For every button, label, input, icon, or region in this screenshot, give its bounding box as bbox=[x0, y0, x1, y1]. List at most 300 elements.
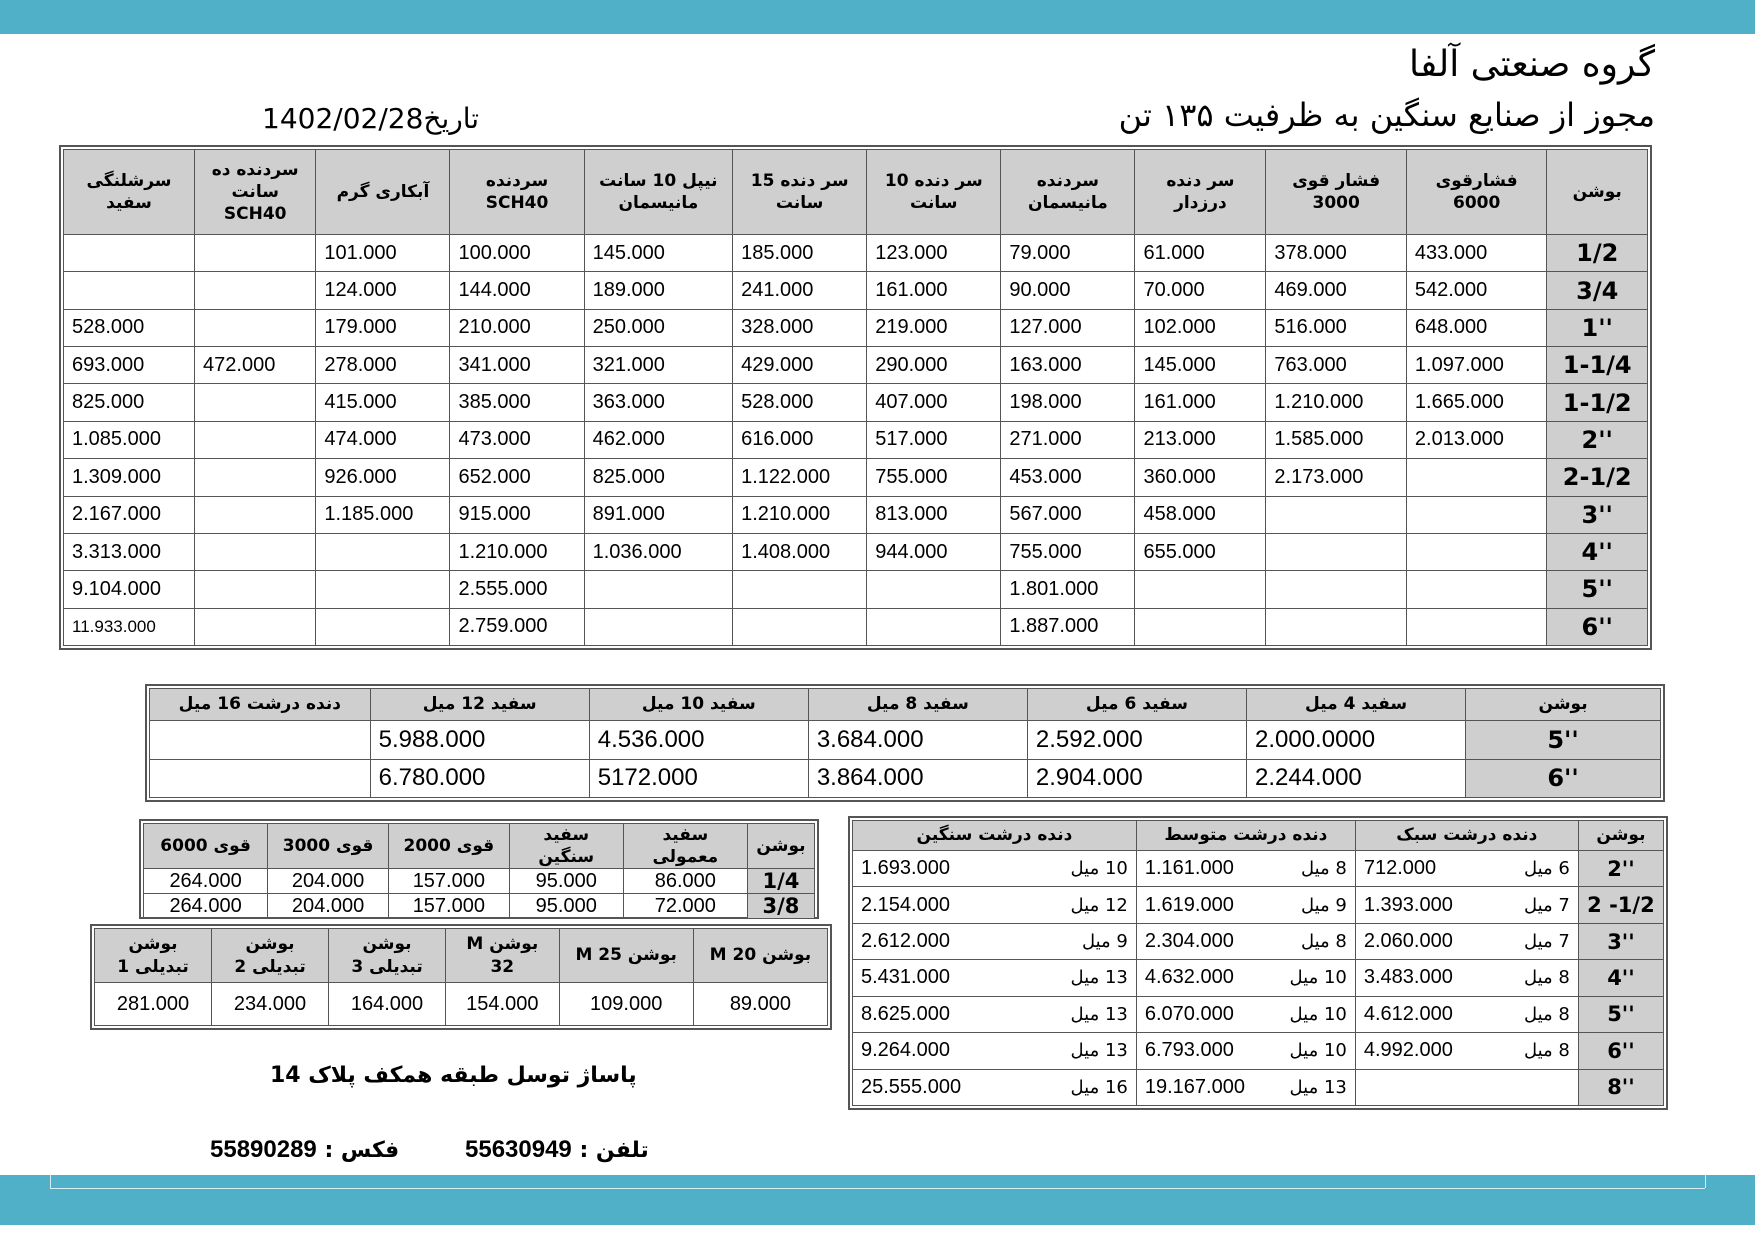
price-cell bbox=[1135, 608, 1266, 645]
price-cell: 189.000 bbox=[584, 272, 732, 309]
table-row bbox=[853, 887, 1664, 923]
price-cell: 90.000 bbox=[1001, 272, 1135, 309]
price-cell: 2.244.000 bbox=[1247, 759, 1466, 798]
price-cell: 3.864.000 bbox=[808, 759, 1027, 798]
price-value: 2.154.000 bbox=[861, 893, 950, 916]
column-header: بوشن bbox=[1578, 821, 1663, 851]
thickness-label: 10 میل bbox=[1289, 1040, 1347, 1062]
column-header: سردنده ده سانت SCH40 bbox=[195, 150, 316, 235]
price-cell: 891.000 bbox=[584, 496, 732, 533]
price-cell: 1.585.000 bbox=[1266, 421, 1407, 458]
price-value: 6.070.000 bbox=[1144, 1002, 1234, 1025]
thread-cell bbox=[853, 923, 1137, 959]
table-row bbox=[64, 571, 1648, 608]
price-cell: 567.000 bbox=[1001, 496, 1135, 533]
size-label: 1/2 bbox=[1547, 235, 1648, 272]
price-cell: 755.000 bbox=[867, 459, 1001, 496]
thickness-label: 9 میل bbox=[1081, 931, 1128, 953]
price-value: 9.264.000 bbox=[861, 1039, 950, 1062]
price-cell: 433.000 bbox=[1406, 235, 1547, 272]
thread-cell-content bbox=[861, 1039, 1128, 1062]
white-bushing-table bbox=[145, 684, 1665, 802]
price-cell: 1.210.000 bbox=[1266, 384, 1407, 421]
price-cell bbox=[1266, 571, 1407, 608]
price-cell: 102.000 bbox=[1135, 309, 1266, 346]
price-cell: 154.000 bbox=[446, 983, 560, 1026]
thickness-label: 12 میل bbox=[1070, 894, 1128, 916]
column-header: سفید 6 میل bbox=[1027, 689, 1246, 721]
column-header: سر دنده درزدار bbox=[1135, 150, 1266, 235]
thread-cell-content bbox=[861, 857, 1128, 880]
thickness-label: 10 میل bbox=[1289, 967, 1347, 989]
price-value: 6.793.000 bbox=[1144, 1039, 1234, 1062]
price-cell bbox=[316, 608, 450, 645]
column-header: سرشلنگی سفید bbox=[64, 150, 195, 235]
date-label: تاریخ bbox=[423, 102, 480, 135]
price-cell: 825.000 bbox=[584, 459, 732, 496]
price-value: 3.483.000 bbox=[1363, 966, 1453, 989]
price-cell: 473.000 bbox=[450, 421, 584, 458]
thread-cell bbox=[1136, 887, 1355, 923]
thickness-label: 13 میل bbox=[1070, 1003, 1128, 1025]
small-bushing-table bbox=[139, 819, 819, 919]
coarse-thread-table bbox=[848, 816, 1668, 1110]
price-value: 4.632.000 bbox=[1144, 966, 1234, 989]
thread-cell-content bbox=[861, 966, 1128, 989]
thickness-label: 10 میل bbox=[1070, 858, 1128, 880]
price-cell: 407.000 bbox=[867, 384, 1001, 421]
price-cell: 2.759.000 bbox=[450, 608, 584, 645]
price-cell: 944.000 bbox=[867, 533, 1001, 570]
column-header: سر دنده 15 سانت bbox=[733, 150, 867, 235]
column-header: سردنده SCH40 bbox=[450, 150, 584, 235]
price-cell: 1.665.000 bbox=[1406, 384, 1547, 421]
price-cell: 79.000 bbox=[1001, 235, 1135, 272]
thread-cell-content bbox=[1364, 894, 1570, 917]
price-cell: 219.000 bbox=[867, 309, 1001, 346]
price-cell: 5172.000 bbox=[589, 759, 808, 798]
price-cell: 453.000 bbox=[1001, 459, 1135, 496]
thread-cell-content bbox=[861, 930, 1128, 953]
price-cell: 648.000 bbox=[1406, 309, 1547, 346]
thickness-label: 8 میل bbox=[1523, 967, 1570, 989]
price-cell: 109.000 bbox=[559, 983, 693, 1026]
price-cell bbox=[195, 496, 316, 533]
table-row bbox=[150, 721, 1661, 760]
table-row bbox=[64, 459, 1648, 496]
header-row bbox=[144, 824, 815, 869]
date-value: 1402/02/28 bbox=[262, 102, 424, 135]
table-row bbox=[64, 347, 1648, 384]
price-cell bbox=[195, 459, 316, 496]
column-header: بوشن تبدیلی 2 bbox=[212, 929, 329, 983]
main-price-table bbox=[59, 145, 1652, 650]
price-cell: 328.000 bbox=[733, 309, 867, 346]
thread-cell bbox=[1355, 996, 1578, 1032]
price-cell bbox=[1406, 533, 1547, 570]
column-header: نیپل 10 سانت مانیسمان bbox=[584, 150, 732, 235]
price-cell: 528.000 bbox=[64, 309, 195, 346]
thread-cell bbox=[1355, 851, 1578, 887]
price-cell: 179.000 bbox=[316, 309, 450, 346]
price-cell: 825.000 bbox=[64, 384, 195, 421]
price-cell: 3.684.000 bbox=[808, 721, 1027, 760]
price-cell: 1.309.000 bbox=[64, 459, 195, 496]
price-cell: 341.000 bbox=[450, 347, 584, 384]
price-cell bbox=[195, 309, 316, 346]
price-cell bbox=[1406, 571, 1547, 608]
thread-cell-content bbox=[861, 1003, 1128, 1026]
column-header: بوشن bbox=[1466, 689, 1661, 721]
table-row bbox=[144, 894, 815, 919]
price-value: 1.393.000 bbox=[1363, 893, 1453, 916]
price-cell: 542.000 bbox=[1406, 272, 1547, 309]
size-label: 1'' bbox=[1547, 309, 1648, 346]
size-label: 3'' bbox=[1578, 923, 1663, 959]
price-cell: 2.000.0000 bbox=[1247, 721, 1466, 760]
table-row bbox=[64, 533, 1648, 570]
column-header: سر دنده 10 سانت bbox=[867, 150, 1001, 235]
price-cell: 6.780.000 bbox=[370, 759, 589, 798]
size-label: 2'' bbox=[1547, 421, 1648, 458]
thread-cell bbox=[853, 1069, 1137, 1105]
column-header: آبکاری گرم bbox=[316, 150, 450, 235]
price-cell: 198.000 bbox=[1001, 384, 1135, 421]
price-cell: 70.000 bbox=[1135, 272, 1266, 309]
table-row bbox=[64, 309, 1648, 346]
price-cell: 204.000 bbox=[268, 869, 389, 894]
size-label: 3/8 bbox=[747, 894, 814, 919]
thickness-label: 9 میل bbox=[1300, 894, 1347, 916]
price-cell: 264.000 bbox=[144, 869, 268, 894]
price-cell bbox=[867, 608, 1001, 645]
price-cell: 86.000 bbox=[623, 869, 747, 894]
price-cell: 652.000 bbox=[450, 459, 584, 496]
price-value: 1.619.000 bbox=[1144, 893, 1234, 916]
size-label: 8'' bbox=[1578, 1069, 1663, 1105]
thread-cell-content bbox=[1145, 1039, 1347, 1062]
thread-cell-content bbox=[1364, 1039, 1570, 1062]
price-cell: 127.000 bbox=[1001, 309, 1135, 346]
price-cell bbox=[64, 235, 195, 272]
size-label: 1/4 bbox=[747, 869, 814, 894]
size-label: 2 -1/2 bbox=[1578, 887, 1663, 923]
price-cell bbox=[1406, 496, 1547, 533]
fax-number: 55890289 bbox=[210, 1136, 317, 1163]
price-cell: 915.000 bbox=[450, 496, 584, 533]
price-cell bbox=[1266, 496, 1407, 533]
size-label: 6'' bbox=[1578, 1033, 1663, 1069]
table-row bbox=[64, 421, 1648, 458]
thread-cell bbox=[1355, 923, 1578, 959]
thread-cell bbox=[1136, 1069, 1355, 1105]
table-row bbox=[64, 496, 1648, 533]
price-cell: 204.000 bbox=[268, 894, 389, 919]
thread-cell bbox=[1136, 960, 1355, 996]
price-cell: 763.000 bbox=[1266, 347, 1407, 384]
price-cell: 124.000 bbox=[316, 272, 450, 309]
thickness-label: 7 میل bbox=[1523, 931, 1570, 953]
price-cell bbox=[150, 759, 371, 798]
column-header: قوی 2000 bbox=[388, 824, 509, 869]
thread-cell bbox=[853, 1033, 1137, 1069]
price-cell bbox=[150, 721, 371, 760]
thickness-label: 8 میل bbox=[1523, 1003, 1570, 1025]
fax-label: فکس : bbox=[324, 1138, 400, 1163]
thread-cell bbox=[853, 887, 1137, 923]
price-cell: 813.000 bbox=[867, 496, 1001, 533]
price-cell: 61.000 bbox=[1135, 235, 1266, 272]
thread-cell bbox=[1355, 1033, 1578, 1069]
price-cell bbox=[316, 571, 450, 608]
column-header: بوشن M 32 bbox=[446, 929, 560, 983]
table-row bbox=[64, 272, 1648, 309]
price-cell: 516.000 bbox=[1266, 309, 1407, 346]
thread-cell bbox=[1355, 887, 1578, 923]
price-value: 4.612.000 bbox=[1363, 1002, 1453, 1025]
column-header: دنده درشت سبک bbox=[1355, 821, 1578, 851]
price-value: 2.060.000 bbox=[1363, 930, 1453, 953]
size-label: 2'' bbox=[1578, 851, 1663, 887]
license-line: مجوز از صنایع سنگین به ظرفیت ۱۳۵ تن bbox=[1118, 96, 1655, 134]
price-cell: 1.801.000 bbox=[1001, 571, 1135, 608]
size-label: 5'' bbox=[1547, 571, 1648, 608]
header-row bbox=[150, 689, 1661, 721]
price-cell: 11.933.000 bbox=[64, 608, 195, 645]
price-value: 4.992.000 bbox=[1363, 1039, 1453, 1062]
column-header: دنده درشت متوسط bbox=[1136, 821, 1355, 851]
price-cell bbox=[195, 608, 316, 645]
column-header: بوشن bbox=[747, 824, 814, 869]
thread-cell-content bbox=[1145, 1003, 1347, 1026]
price-cell: 89.000 bbox=[693, 983, 827, 1026]
price-cell: 2.904.000 bbox=[1027, 759, 1246, 798]
price-value: 1.693.000 bbox=[861, 857, 950, 880]
table-row bbox=[853, 1033, 1664, 1069]
thread-cell-content bbox=[1364, 1003, 1570, 1026]
thickness-label: 13 میل bbox=[1070, 967, 1128, 989]
thread-cell-content bbox=[1145, 1076, 1347, 1099]
price-cell: 144.000 bbox=[450, 272, 584, 309]
size-label: 3/4 bbox=[1547, 272, 1648, 309]
table-row bbox=[853, 960, 1664, 996]
thickness-label: 16 میل bbox=[1070, 1076, 1128, 1098]
column-header: بوشن M 20 bbox=[693, 929, 827, 983]
thickness-label: 8 میل bbox=[1300, 931, 1347, 953]
column-header: سفید 8 میل bbox=[808, 689, 1027, 721]
price-cell bbox=[1266, 608, 1407, 645]
column-header: سفید 12 میل bbox=[370, 689, 589, 721]
price-cell: 95.000 bbox=[509, 894, 623, 919]
price-cell bbox=[64, 272, 195, 309]
thread-cell bbox=[1136, 851, 1355, 887]
table-row bbox=[64, 608, 1648, 645]
price-cell: 213.000 bbox=[1135, 421, 1266, 458]
thickness-label: 7 میل bbox=[1523, 894, 1570, 916]
price-cell: 469.000 bbox=[1266, 272, 1407, 309]
price-cell bbox=[1406, 608, 1547, 645]
price-cell: 616.000 bbox=[733, 421, 867, 458]
price-cell: 72.000 bbox=[623, 894, 747, 919]
column-header: بوشن تبدیلی 3 bbox=[329, 929, 446, 983]
bottom-band-tick-left bbox=[50, 1175, 51, 1188]
price-cell: 1.036.000 bbox=[584, 533, 732, 570]
price-cell: 2.013.000 bbox=[1406, 421, 1547, 458]
price-cell bbox=[195, 421, 316, 458]
price-cell bbox=[1135, 571, 1266, 608]
price-cell: 1.085.000 bbox=[64, 421, 195, 458]
price-cell bbox=[1266, 533, 1407, 570]
price-cell bbox=[867, 571, 1001, 608]
column-header: دنده درشت 16 میل bbox=[150, 689, 371, 721]
column-header: بوشن bbox=[1547, 150, 1648, 235]
price-cell: 164.000 bbox=[329, 983, 446, 1026]
size-label: 3'' bbox=[1547, 496, 1648, 533]
price-value: 25.555.000 bbox=[861, 1075, 962, 1098]
thread-cell-content bbox=[1145, 894, 1347, 917]
address: پاساژ توسل طبقه همکف پلاک 14 bbox=[270, 1063, 637, 1088]
price-cell: 145.000 bbox=[1135, 347, 1266, 384]
thread-cell bbox=[853, 996, 1137, 1032]
price-cell: 321.000 bbox=[584, 347, 732, 384]
price-cell bbox=[195, 384, 316, 421]
price-cell: 1.097.000 bbox=[1406, 347, 1547, 384]
price-cell bbox=[195, 235, 316, 272]
size-label: 6'' bbox=[1547, 608, 1648, 645]
price-cell bbox=[584, 608, 732, 645]
column-header: سفید 10 میل bbox=[589, 689, 808, 721]
price-cell: 5.988.000 bbox=[370, 721, 589, 760]
price-cell: 1.210.000 bbox=[450, 533, 584, 570]
price-cell bbox=[733, 571, 867, 608]
price-cell: 926.000 bbox=[316, 459, 450, 496]
price-cell: 2.167.000 bbox=[64, 496, 195, 533]
price-cell: 290.000 bbox=[867, 347, 1001, 384]
thread-cell-content bbox=[1364, 930, 1570, 953]
price-cell: 2.173.000 bbox=[1266, 459, 1407, 496]
price-cell: 1.887.000 bbox=[1001, 608, 1135, 645]
price-cell: 360.000 bbox=[1135, 459, 1266, 496]
column-header: بوشن تبدیلی 1 bbox=[95, 929, 212, 983]
size-label: 1-1/2 bbox=[1547, 384, 1648, 421]
size-label: 5'' bbox=[1578, 996, 1663, 1032]
phone-block bbox=[465, 1136, 649, 1164]
price-cell bbox=[1406, 459, 1547, 496]
thread-cell-content bbox=[1145, 966, 1347, 989]
thread-cell bbox=[853, 851, 1137, 887]
thread-cell bbox=[1136, 996, 1355, 1032]
column-header: سفید 4 میل bbox=[1247, 689, 1466, 721]
phone-label: تلفن : bbox=[579, 1138, 649, 1163]
thread-cell-content bbox=[1364, 857, 1570, 880]
price-cell: 755.000 bbox=[1001, 533, 1135, 570]
price-cell: 264.000 bbox=[144, 894, 268, 919]
price-cell: 163.000 bbox=[1001, 347, 1135, 384]
column-header: فشارقوی 6000 bbox=[1406, 150, 1547, 235]
thickness-label: 10 میل bbox=[1289, 1003, 1347, 1025]
price-cell: 2.555.000 bbox=[450, 571, 584, 608]
size-label: 4'' bbox=[1547, 533, 1648, 570]
price-cell: 429.000 bbox=[733, 347, 867, 384]
price-cell bbox=[733, 608, 867, 645]
table-row bbox=[64, 384, 1648, 421]
price-cell: 1.185.000 bbox=[316, 496, 450, 533]
price-cell: 161.000 bbox=[1135, 384, 1266, 421]
date-block bbox=[262, 102, 479, 135]
table-row bbox=[853, 1069, 1664, 1105]
price-cell: 278.000 bbox=[316, 347, 450, 384]
price-cell: 1.210.000 bbox=[733, 496, 867, 533]
price-cell: 271.000 bbox=[1001, 421, 1135, 458]
company-name: گروه صنعتی آلفا bbox=[1409, 44, 1655, 85]
price-cell: 9.104.000 bbox=[64, 571, 195, 608]
column-header: سفید سنگین bbox=[509, 824, 623, 869]
price-cell bbox=[316, 533, 450, 570]
price-cell: 101.000 bbox=[316, 235, 450, 272]
price-cell: 385.000 bbox=[450, 384, 584, 421]
header-row bbox=[95, 929, 828, 983]
price-cell: 363.000 bbox=[584, 384, 732, 421]
price-cell: 123.000 bbox=[867, 235, 1001, 272]
thread-cell bbox=[1136, 923, 1355, 959]
price-cell: 1.122.000 bbox=[733, 459, 867, 496]
column-header: فشار قوی 3000 bbox=[1266, 150, 1407, 235]
price-cell: 281.000 bbox=[95, 983, 212, 1026]
size-label: 5'' bbox=[1466, 721, 1661, 760]
price-cell: 1.408.000 bbox=[733, 533, 867, 570]
thread-cell-content bbox=[1145, 857, 1347, 880]
thread-cell bbox=[1355, 1069, 1578, 1105]
table-row bbox=[64, 235, 1648, 272]
price-cell: 161.000 bbox=[867, 272, 1001, 309]
thickness-label: 8 میل bbox=[1523, 1040, 1570, 1062]
size-label: 2-1/2 bbox=[1547, 459, 1648, 496]
column-header: قوی 3000 bbox=[268, 824, 389, 869]
bushing-m-table bbox=[90, 924, 832, 1030]
price-cell: 2.592.000 bbox=[1027, 721, 1246, 760]
price-cell: 3.313.000 bbox=[64, 533, 195, 570]
price-cell bbox=[195, 533, 316, 570]
price-cell: 693.000 bbox=[64, 347, 195, 384]
size-label: 6'' bbox=[1466, 759, 1661, 798]
phone-number: 55630949 bbox=[465, 1136, 572, 1163]
price-value: 8.625.000 bbox=[861, 1002, 950, 1025]
price-cell bbox=[195, 571, 316, 608]
column-header: سفید معمولی bbox=[623, 824, 747, 869]
price-cell: 250.000 bbox=[584, 309, 732, 346]
table-row bbox=[853, 851, 1664, 887]
thread-cell bbox=[853, 960, 1137, 996]
price-cell: 157.000 bbox=[388, 894, 509, 919]
thread-cell-content bbox=[1364, 966, 1570, 989]
bottom-color-band bbox=[0, 1175, 1755, 1225]
price-cell: 234.000 bbox=[212, 983, 329, 1026]
thread-cell-content bbox=[1145, 930, 1347, 953]
size-label: 4'' bbox=[1578, 960, 1663, 996]
price-value: 2.612.000 bbox=[861, 930, 950, 953]
price-cell: 95.000 bbox=[509, 869, 623, 894]
price-cell: 378.000 bbox=[1266, 235, 1407, 272]
price-value: 2.304.000 bbox=[1144, 930, 1234, 953]
fax-block bbox=[210, 1136, 399, 1164]
column-header: دنده درشت سنگین bbox=[853, 821, 1137, 851]
column-header: سردنده مانیسمان bbox=[1001, 150, 1135, 235]
thread-cell bbox=[1136, 1033, 1355, 1069]
top-color-band bbox=[0, 0, 1755, 34]
bottom-band-tick-right bbox=[1705, 1175, 1706, 1188]
thickness-label: 13 میل bbox=[1289, 1076, 1347, 1098]
price-value: 5.431.000 bbox=[861, 966, 950, 989]
